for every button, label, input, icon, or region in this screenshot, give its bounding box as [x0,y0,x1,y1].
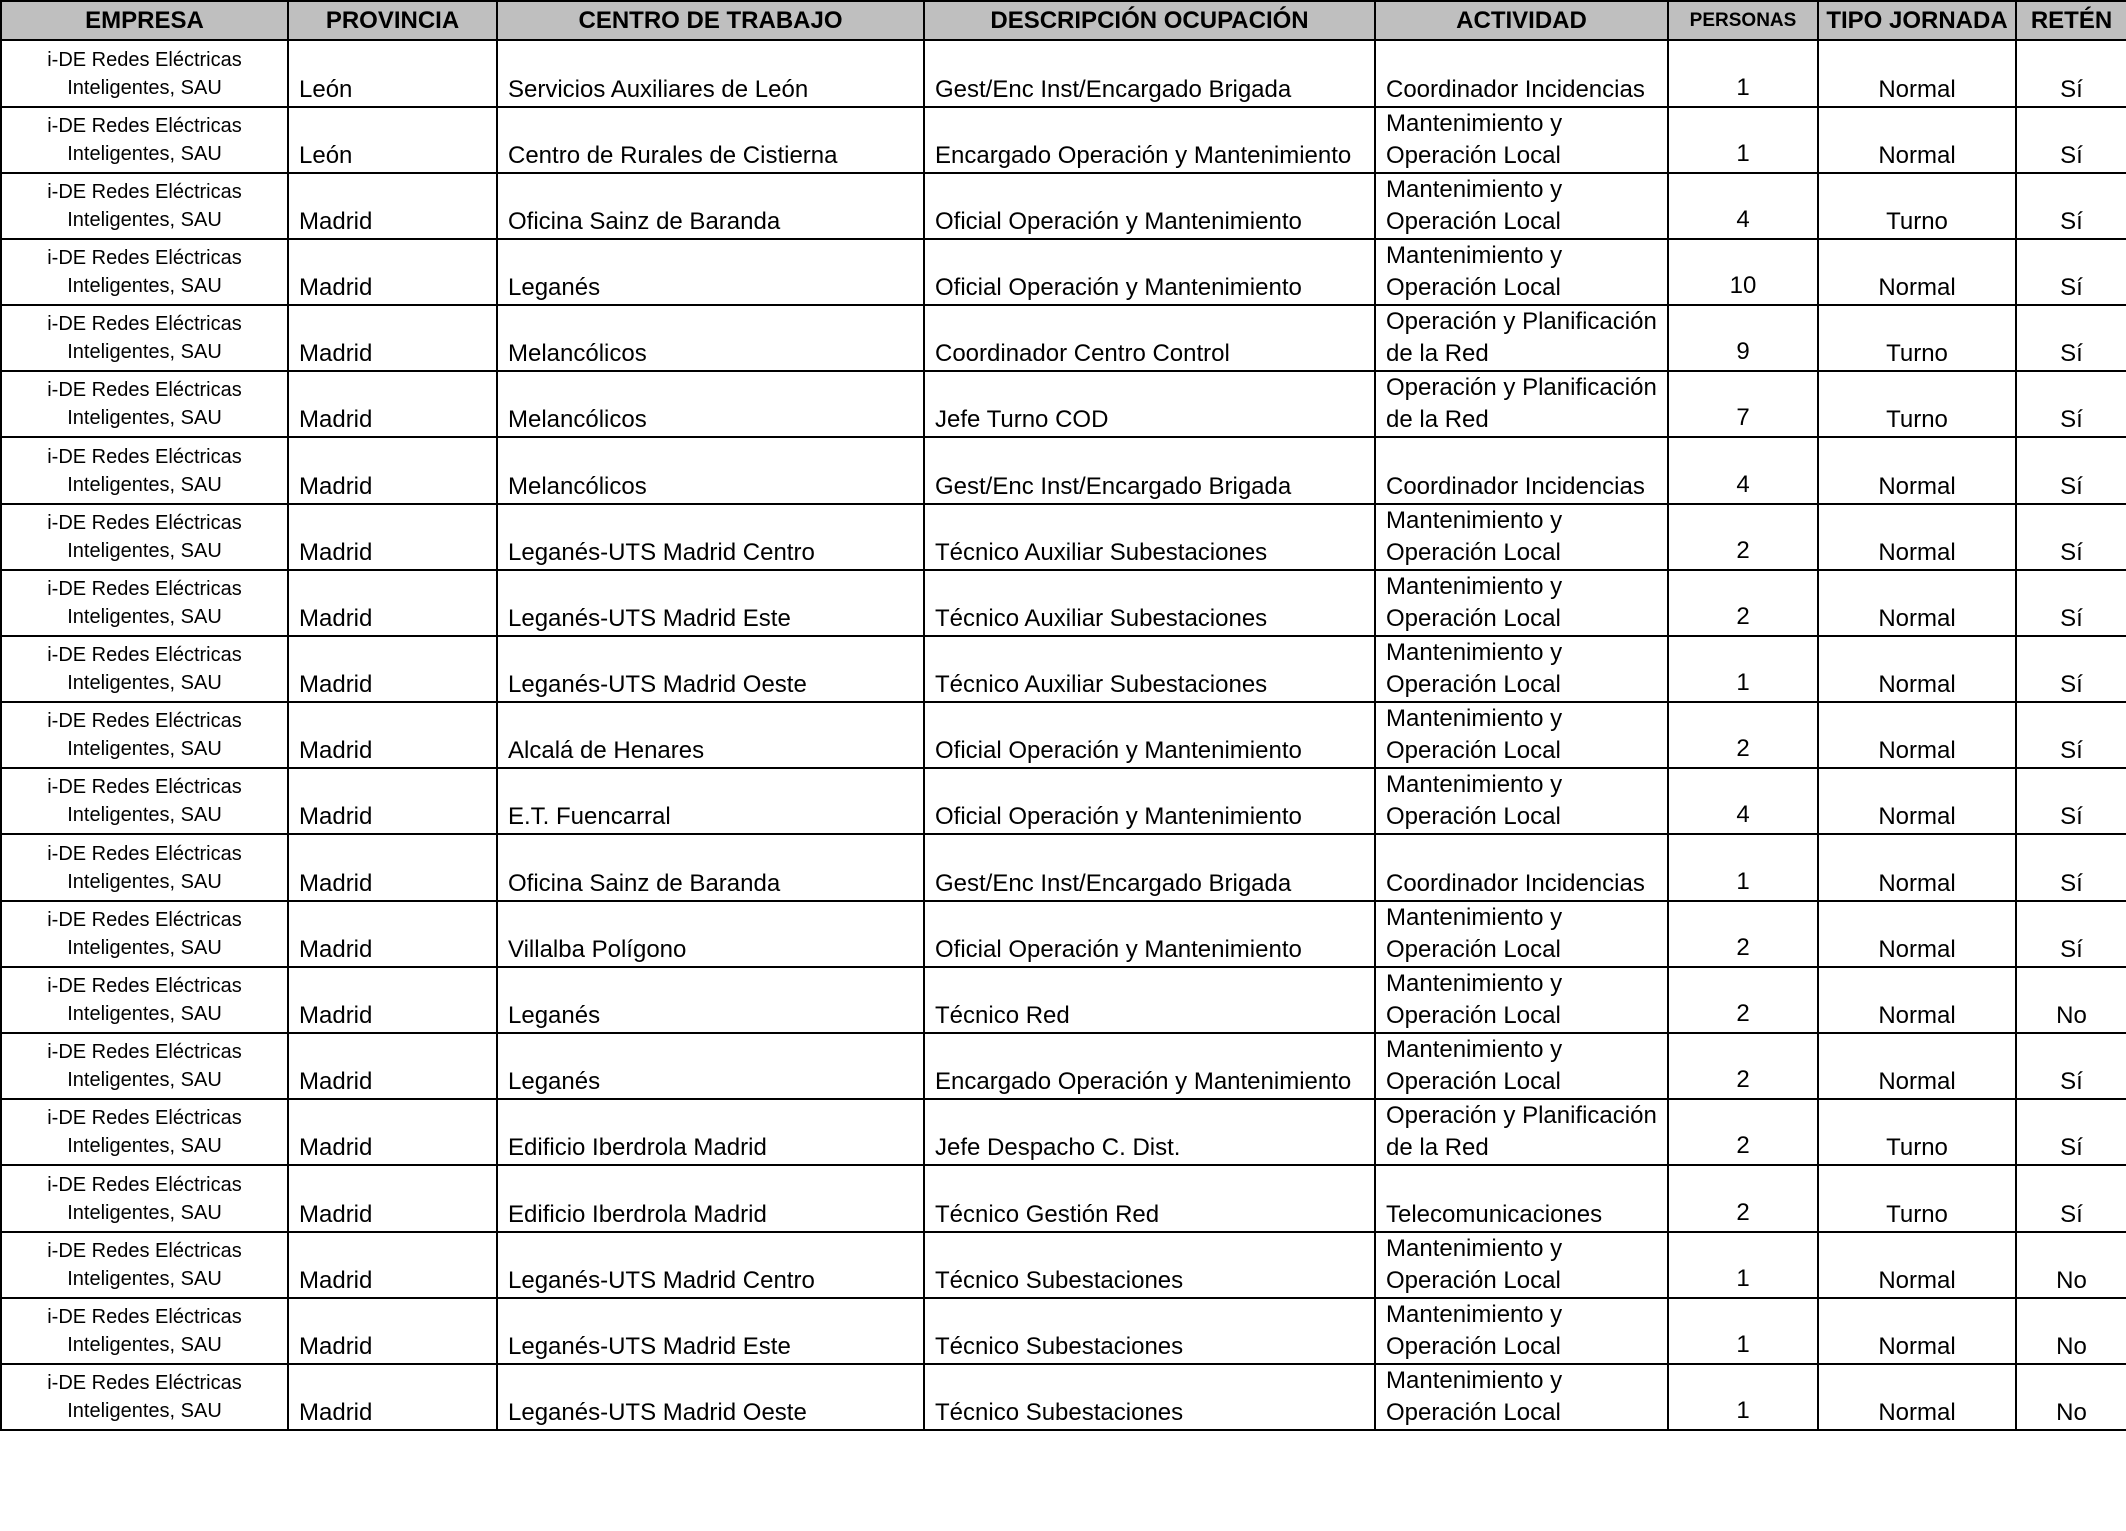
cell-provincia: Madrid [288,768,497,834]
header-actividad: ACTIVIDAD [1375,1,1668,40]
cell-tipo-jornada: Normal [1818,437,2016,504]
cell-actividad: Mantenimiento y Operación Local [1375,636,1668,702]
cell-empresa: i-DE Redes Eléctricas Inteligentes, SAU [1,702,288,768]
header-provincia: PROVINCIA [288,1,497,40]
cell-descripcion: Gest/Enc Inst/Encargado Brigada [924,437,1375,504]
cell-descripcion: Jefe Turno COD [924,371,1375,437]
cell-provincia: Madrid [288,1033,497,1099]
cell-reten: Sí [2016,636,2126,702]
table-row [1,1165,2126,1232]
header-empresa: EMPRESA [1,1,288,40]
cell-provincia: Madrid [288,1232,497,1298]
cell-tipo-jornada: Normal [1818,702,2016,768]
cell-empresa: i-DE Redes Eléctricas Inteligentes, SAU [1,1232,288,1298]
cell-descripcion: Técnico Auxiliar Subestaciones [924,636,1375,702]
cell-centro: E.T. Fuencarral [497,768,924,834]
cell-tipo-jornada: Normal [1818,901,2016,967]
cell-personas: 1 [1668,636,1818,702]
cell-actividad: Operación y Planificación de la Red [1375,371,1668,437]
header-tipo-jornada: TIPO JORNADA [1818,1,2016,40]
table-row [1,636,2126,702]
cell-descripcion: Coordinador Centro Control [924,305,1375,371]
cell-centro: Villalba Polígono [497,901,924,967]
cell-actividad: Mantenimiento y Operación Local [1375,173,1668,239]
cell-actividad: Mantenimiento y Operación Local [1375,768,1668,834]
cell-reten: Sí [2016,1099,2126,1165]
cell-centro: Leganés [497,1033,924,1099]
cell-reten: Sí [2016,173,2126,239]
cell-descripcion: Técnico Subestaciones [924,1232,1375,1298]
cell-personas: 4 [1668,437,1818,504]
cell-actividad: Coordinador Incidencias [1375,437,1668,504]
cell-provincia: Madrid [288,305,497,371]
cell-provincia: Madrid [288,173,497,239]
cell-provincia: Madrid [288,834,497,901]
cell-empresa: i-DE Redes Eléctricas Inteligentes, SAU [1,1033,288,1099]
cell-tipo-jornada: Turno [1818,173,2016,239]
cell-provincia: Madrid [288,437,497,504]
cell-reten: Sí [2016,371,2126,437]
cell-actividad: Mantenimiento y Operación Local [1375,570,1668,636]
cell-descripcion: Jefe Despacho C. Dist. [924,1099,1375,1165]
cell-reten: Sí [2016,768,2126,834]
cell-personas: 2 [1668,1165,1818,1232]
cell-empresa: i-DE Redes Eléctricas Inteligentes, SAU [1,901,288,967]
cell-actividad: Mantenimiento y Operación Local [1375,504,1668,570]
cell-reten: Sí [2016,570,2126,636]
cell-reten: Sí [2016,901,2126,967]
cell-reten: Sí [2016,107,2126,173]
cell-centro: Oficina Sainz de Baranda [497,173,924,239]
cell-personas: 1 [1668,1232,1818,1298]
cell-personas: 1 [1668,107,1818,173]
cell-reten: Sí [2016,305,2126,371]
cell-empresa: i-DE Redes Eléctricas Inteligentes, SAU [1,636,288,702]
cell-empresa: i-DE Redes Eléctricas Inteligentes, SAU [1,834,288,901]
table-row [1,239,2126,305]
cell-tipo-jornada: Normal [1818,967,2016,1033]
cell-personas: 1 [1668,834,1818,901]
cell-descripcion: Oficial Operación y Mantenimiento [924,239,1375,305]
table-row [1,967,2126,1033]
cell-empresa: i-DE Redes Eléctricas Inteligentes, SAU [1,504,288,570]
cell-provincia: Madrid [288,1099,497,1165]
cell-descripcion: Gest/Enc Inst/Encargado Brigada [924,834,1375,901]
cell-provincia: Madrid [288,239,497,305]
cell-tipo-jornada: Normal [1818,1298,2016,1364]
cell-empresa: i-DE Redes Eléctricas Inteligentes, SAU [1,437,288,504]
table-row [1,40,2126,107]
header-reten: RETÉN [2016,1,2126,40]
cell-empresa: i-DE Redes Eléctricas Inteligentes, SAU [1,967,288,1033]
table-row [1,1298,2126,1364]
cell-actividad: Telecomunicaciones [1375,1165,1668,1232]
cell-tipo-jornada: Normal [1818,1033,2016,1099]
cell-empresa: i-DE Redes Eléctricas Inteligentes, SAU [1,570,288,636]
cell-provincia: Madrid [288,371,497,437]
table-body [1,40,2126,1430]
cell-empresa: i-DE Redes Eléctricas Inteligentes, SAU [1,40,288,107]
cell-personas: 2 [1668,570,1818,636]
cell-provincia: Madrid [288,1165,497,1232]
cell-tipo-jornada: Normal [1818,1232,2016,1298]
cell-centro: Leganés-UTS Madrid Oeste [497,636,924,702]
cell-tipo-jornada: Normal [1818,570,2016,636]
cell-reten: Sí [2016,239,2126,305]
cell-actividad: Operación y Planificación de la Red [1375,305,1668,371]
cell-descripcion: Oficial Operación y Mantenimiento [924,702,1375,768]
cell-actividad: Mantenimiento y Operación Local [1375,1033,1668,1099]
cell-tipo-jornada: Turno [1818,305,2016,371]
cell-tipo-jornada: Turno [1818,1165,2016,1232]
cell-actividad: Mantenimiento y Operación Local [1375,239,1668,305]
cell-reten: No [2016,967,2126,1033]
header-centro: CENTRO DE TRABAJO [497,1,924,40]
cell-reten: No [2016,1364,2126,1430]
cell-centro: Leganés-UTS Madrid Este [497,570,924,636]
cell-provincia: Madrid [288,504,497,570]
cell-centro: Edificio Iberdrola Madrid [497,1165,924,1232]
cell-centro: Melancólicos [497,305,924,371]
cell-provincia: Madrid [288,901,497,967]
table-row [1,570,2126,636]
cell-actividad: Operación y Planificación de la Red [1375,1099,1668,1165]
cell-actividad: Mantenimiento y Operación Local [1375,107,1668,173]
cell-personas: 2 [1668,1033,1818,1099]
table-row [1,901,2126,967]
cell-centro: Edificio Iberdrola Madrid [497,1099,924,1165]
cell-reten: No [2016,1298,2126,1364]
cell-tipo-jornada: Normal [1818,636,2016,702]
table-row [1,1099,2126,1165]
cell-reten: No [2016,1232,2126,1298]
cell-tipo-jornada: Turno [1818,371,2016,437]
cell-actividad: Mantenimiento y Operación Local [1375,702,1668,768]
table-row [1,371,2126,437]
cell-tipo-jornada: Normal [1818,504,2016,570]
cell-personas: 9 [1668,305,1818,371]
table-row [1,1232,2126,1298]
cell-reten: Sí [2016,1165,2126,1232]
cell-actividad: Mantenimiento y Operación Local [1375,901,1668,967]
cell-provincia: Madrid [288,570,497,636]
cell-provincia: Madrid [288,1298,497,1364]
cell-actividad: Mantenimiento y Operación Local [1375,967,1668,1033]
cell-empresa: i-DE Redes Eléctricas Inteligentes, SAU [1,107,288,173]
cell-empresa: i-DE Redes Eléctricas Inteligentes, SAU [1,239,288,305]
cell-tipo-jornada: Normal [1818,40,2016,107]
cell-provincia: Madrid [288,702,497,768]
cell-personas: 4 [1668,173,1818,239]
cell-reten: Sí [2016,834,2126,901]
cell-actividad: Coordinador Incidencias [1375,40,1668,107]
cell-descripcion: Técnico Red [924,967,1375,1033]
cell-centro: Leganés-UTS Madrid Centro [497,1232,924,1298]
cell-descripcion: Técnico Auxiliar Subestaciones [924,570,1375,636]
table-row [1,1364,2126,1430]
cell-centro: Leganés [497,967,924,1033]
table-row [1,834,2126,901]
cell-centro: Leganés [497,239,924,305]
cell-centro: Leganés-UTS Madrid Oeste [497,1364,924,1430]
cell-reten: Sí [2016,437,2126,504]
cell-personas: 1 [1668,1298,1818,1364]
cell-empresa: i-DE Redes Eléctricas Inteligentes, SAU [1,305,288,371]
cell-reten: Sí [2016,1033,2126,1099]
header-personas: PERSONAS [1668,1,1818,40]
cell-personas: 1 [1668,1364,1818,1430]
cell-provincia: Madrid [288,636,497,702]
table-row [1,768,2126,834]
cell-empresa: i-DE Redes Eléctricas Inteligentes, SAU [1,1099,288,1165]
cell-personas: 2 [1668,504,1818,570]
cell-centro: Centro de Rurales de Cistierna [497,107,924,173]
cell-reten: Sí [2016,504,2126,570]
cell-provincia: León [288,40,497,107]
cell-tipo-jornada: Normal [1818,768,2016,834]
cell-tipo-jornada: Normal [1818,107,2016,173]
header-row [1,1,2126,40]
cell-centro: Leganés-UTS Madrid Centro [497,504,924,570]
cell-empresa: i-DE Redes Eléctricas Inteligentes, SAU [1,768,288,834]
table-row [1,437,2126,504]
cell-provincia: Madrid [288,967,497,1033]
cell-actividad: Mantenimiento y Operación Local [1375,1232,1668,1298]
cell-descripcion: Técnico Gestión Red [924,1165,1375,1232]
table-row [1,107,2126,173]
cell-reten: Sí [2016,702,2126,768]
cell-descripcion: Oficial Operación y Mantenimiento [924,173,1375,239]
table-row [1,1033,2126,1099]
cell-tipo-jornada: Turno [1818,1099,2016,1165]
cell-actividad: Mantenimiento y Operación Local [1375,1364,1668,1430]
cell-provincia: León [288,107,497,173]
table-row [1,305,2126,371]
cell-centro: Melancólicos [497,371,924,437]
table-row [1,173,2126,239]
cell-empresa: i-DE Redes Eléctricas Inteligentes, SAU [1,173,288,239]
cell-reten: Sí [2016,40,2126,107]
cell-descripcion: Oficial Operación y Mantenimiento [924,768,1375,834]
cell-descripcion: Oficial Operación y Mantenimiento [924,901,1375,967]
table-row [1,702,2126,768]
cell-personas: 1 [1668,40,1818,107]
cell-descripcion: Encargado Operación y Mantenimiento [924,107,1375,173]
cell-tipo-jornada: Normal [1818,1364,2016,1430]
cell-centro: Melancólicos [497,437,924,504]
cell-descripcion: Técnico Subestaciones [924,1298,1375,1364]
cell-centro: Servicios Auxiliares de León [497,40,924,107]
cell-actividad: Coordinador Incidencias [1375,834,1668,901]
cell-empresa: i-DE Redes Eléctricas Inteligentes, SAU [1,1364,288,1430]
header-descripcion: DESCRIPCIÓN OCUPACIÓN [924,1,1375,40]
cell-tipo-jornada: Normal [1818,239,2016,305]
cell-personas: 10 [1668,239,1818,305]
cell-centro: Alcalá de Henares [497,702,924,768]
cell-personas: 2 [1668,702,1818,768]
cell-empresa: i-DE Redes Eléctricas Inteligentes, SAU [1,371,288,437]
cell-empresa: i-DE Redes Eléctricas Inteligentes, SAU [1,1298,288,1364]
cell-descripcion: Encargado Operación y Mantenimiento [924,1033,1375,1099]
cell-personas: 7 [1668,371,1818,437]
cell-personas: 4 [1668,768,1818,834]
cell-provincia: Madrid [288,1364,497,1430]
cell-descripcion: Gest/Enc Inst/Encargado Brigada [924,40,1375,107]
cell-descripcion: Técnico Subestaciones [924,1364,1375,1430]
cell-empresa: i-DE Redes Eléctricas Inteligentes, SAU [1,1165,288,1232]
cell-personas: 2 [1668,1099,1818,1165]
cell-centro: Leganés-UTS Madrid Este [497,1298,924,1364]
cell-descripcion: Técnico Auxiliar Subestaciones [924,504,1375,570]
table-row [1,504,2126,570]
cell-personas: 2 [1668,967,1818,1033]
cell-centro: Oficina Sainz de Baranda [497,834,924,901]
cell-tipo-jornada: Normal [1818,834,2016,901]
cell-actividad: Mantenimiento y Operación Local [1375,1298,1668,1364]
cell-personas: 2 [1668,901,1818,967]
